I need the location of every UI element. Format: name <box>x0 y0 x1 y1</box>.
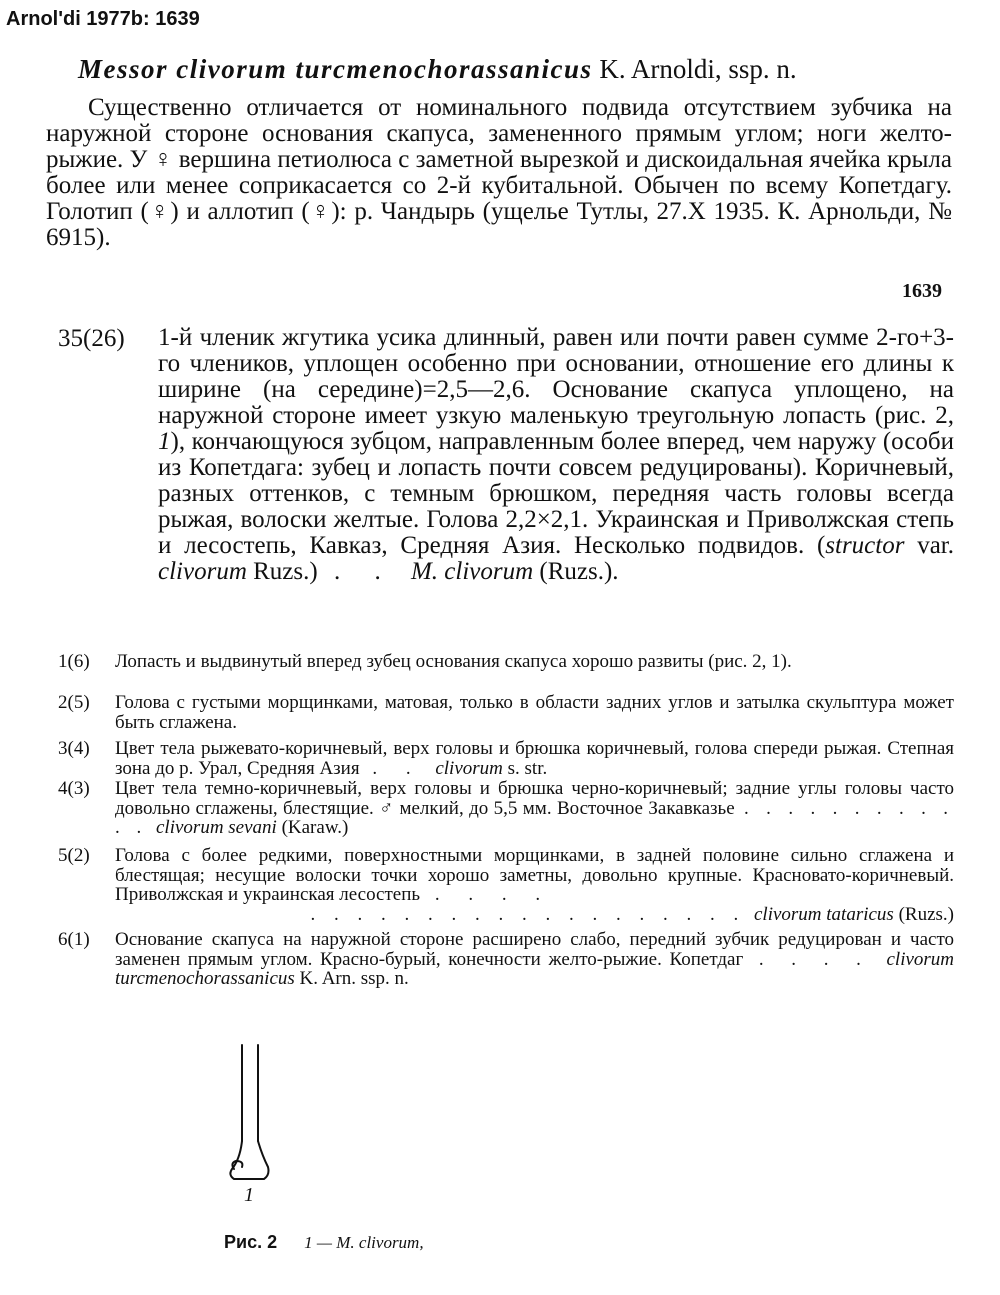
key-row-text: Основание скапуса на наружной стороне расширено слабо, передний зубчик редуцирован и часто заменен прямым углом. Красно-бурый, конечности желто-рыжие. Копетдаг <box>115 929 954 970</box>
document-source-label: Arnol'di 1977b: 1639 <box>6 8 200 30</box>
key-row-dots: . . . . <box>434 884 553 905</box>
synonym-name: clivorum <box>158 558 247 585</box>
synonym-var: var. <box>904 532 954 559</box>
key-row-text: Голова с более редкими, поверхностными морщинками, в задней половине сильно сглажена и блестящая; несущие волоски точки хорошо заметны, довольно крупные. Красновато-коричневый. Приволжская и украинская лесостепь <box>115 845 954 905</box>
key-row-dots: . . . . <box>758 948 871 970</box>
couplet-text <box>158 325 954 585</box>
key-row-dots: . . <box>372 757 423 779</box>
key-row-result-suffix: (Ruzs.) <box>893 903 954 925</box>
key-row-dots-continued: . . . . . . . . . . . . . . . . . . . <box>310 903 746 925</box>
key-row-number: 3(4) <box>58 738 90 759</box>
figure-caption <box>224 1232 424 1253</box>
key-row-result-suffix: s. str. <box>502 757 548 779</box>
couplet-main-text: 1-й членик жгутика усика длинный, равен или почти равен сумме 2-го+3-го члеников, уплощен особенно при основании, отношение его длины к ширине (на середине)=2,5—2,6. Основание скапуса уплощено, на наружной стороне имеет узкую маленькую треугольную лопасть (рис. 2, <box>158 324 954 429</box>
key-row-text: Цвет тела рыжевато-коричневый, верх головы и брюшка коричневый, голова спереди рыжая. Степная зона до р. Урал, Средняя Азия <box>115 738 954 779</box>
scape-drawing <box>218 1043 288 1203</box>
couplet-result-author: (Ruzs.). <box>533 558 619 585</box>
key-row-text: Голова с густыми морщинками, матовая, только в области задних углов и затылка скульптура может быть сглажена. <box>115 692 954 733</box>
key-row-number: 6(1) <box>58 929 90 950</box>
species-name: Messor clivorum turcmenochorassanicus <box>78 54 593 84</box>
key-row-number: 5(2) <box>58 845 90 866</box>
key-row-result-suffix: (Karaw.) <box>276 817 349 838</box>
page-number: 1639 <box>902 280 942 302</box>
key-row-number: 4(3) <box>58 778 90 799</box>
scape-figure <box>218 1043 288 1203</box>
couplet-dots: . . <box>333 558 395 585</box>
synonym-species: structor <box>825 532 905 559</box>
key-row-result: clivorum tataricus <box>753 903 894 925</box>
figure-label-numeral: 1 <box>244 1184 254 1203</box>
couplet-number: 35(26) <box>58 325 125 352</box>
key-row-number: 1(6) <box>58 651 90 672</box>
couplet-text-continued: ), кончающуюся зубцом, направленным более вперед, чем наружу (особи из Копетдага: зубец и лопасть почти совсем редуцированы). Коричневый, разных оттенков, с темным брюшком, передняя часть головы всегда рыжая, волоски желтые. Голова 2,2×2,1. Украинская и Приволжская степь и лесостепь, Кавказ, Средняя Азия. Несколько подвидов. ( <box>158 428 954 559</box>
key-row-result: clivorum <box>435 757 503 779</box>
description-text: Существенно отличается от номинального подвида отсутствием зубчика на наружной стороне основания скапуса, замененного прямым углом; ноги желто-рыжие. У ♀ вершина петиолюса с заметной вырезкой и дискоидальная ячейка крыла более или менее соприкасается со 2-й кубитальной. Обычен по всему Копетдагу. Голотип (♀) и аллотип (♀): р. Чандырь (ущелье Тутлы, 27.X 1935. К. Арнольди, № 6915). <box>46 94 952 251</box>
key-row-result: clivorum turcmenochorassanicus <box>115 948 955 989</box>
key-row-result-suffix: K. Arn. ssp. n. <box>294 968 409 989</box>
species-author: K. Arnoldi, ssp. n. <box>599 54 797 84</box>
figure-caption-label: Рис. 2 <box>224 1232 278 1252</box>
synonym-author: Ruzs.) <box>246 558 318 585</box>
key-row-text: Лопасть и выдвинутый вперед зубец основания скапуса хорошо развиты (рис. 2, 1). <box>115 651 792 672</box>
key-row-number: 2(5) <box>58 692 90 713</box>
figure-caption-text: 1 — M. clivorum, <box>304 1233 424 1252</box>
species-description <box>46 95 952 251</box>
couplet-fig-ref: 1 <box>158 428 171 455</box>
key-row-dots: . . . . . . . . . . . . <box>115 797 955 838</box>
key-row-text: Цвет тела темно-коричневый, верх головы и брюшка черно-коричневый; задние углы головы часто довольно сглажены, блестящие. ♂ мелкий, до 5,5 мм. Восточное Закавказье <box>115 778 954 819</box>
couplet-result-name: M. clivorum <box>410 558 534 585</box>
species-title <box>78 54 978 85</box>
key-row-result: clivorum sevani <box>156 817 277 838</box>
